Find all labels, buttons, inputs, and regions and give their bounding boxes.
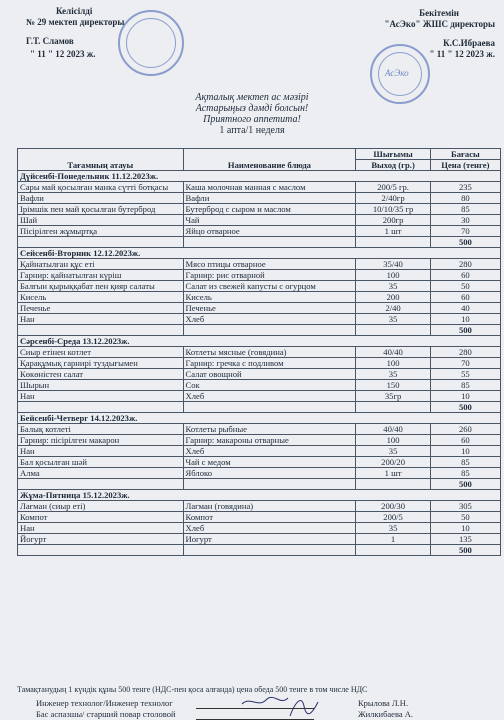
dish-name-ru: Гарнир: макароны отварные bbox=[183, 435, 356, 446]
table-row bbox=[18, 303, 501, 314]
yield-cell: 1 шт bbox=[356, 226, 430, 237]
dish-name-kz: Нан bbox=[18, 446, 184, 457]
yield-cell: 35гр bbox=[356, 391, 430, 402]
price-cell: 60 bbox=[430, 435, 500, 446]
dish-name-kz: Нан bbox=[18, 391, 184, 402]
price-cell: 60 bbox=[430, 292, 500, 303]
col-header-price-kz: Бағасы bbox=[430, 149, 500, 160]
agreed-label: Келісілді bbox=[56, 6, 93, 16]
dish-name-ru: Хлеб bbox=[183, 391, 356, 402]
price-cell: 50 bbox=[430, 512, 500, 523]
greeting-ru: Приятного аппетита! bbox=[203, 114, 301, 125]
yield-cell: 100 bbox=[356, 358, 430, 369]
table-row bbox=[18, 259, 501, 270]
table-row bbox=[18, 347, 501, 358]
approval-date-left: " 11 " 12 2023 ж. bbox=[30, 49, 96, 59]
yield-cell: 200/30 bbox=[356, 501, 430, 512]
price-cell: 30 bbox=[430, 215, 500, 226]
col-header-yield-kz: Шығымы bbox=[356, 149, 430, 160]
dish-name-kz: Пісірілген жұмыртқа bbox=[18, 226, 184, 237]
yield-cell: 40/40 bbox=[356, 347, 430, 358]
table-row bbox=[18, 369, 501, 380]
day-title: Сейсенбі-Вторник 12.12.2023ж. bbox=[18, 248, 501, 259]
yield-cell: 200/5 гр. bbox=[356, 182, 430, 193]
price-cell: 235 bbox=[430, 182, 500, 193]
handwritten-signatures bbox=[240, 694, 320, 720]
company-director-label: "АсЭко" ЖШС директоры bbox=[384, 19, 495, 29]
day-title: Дүйсенбі-Понедельник 11.12.2023ж. bbox=[18, 171, 501, 182]
dish-name-kz: Вафли bbox=[18, 193, 184, 204]
empty-cell bbox=[18, 402, 184, 413]
table-row bbox=[18, 292, 501, 303]
day-total-row bbox=[18, 402, 501, 413]
dish-name-ru: Яблоко bbox=[183, 468, 356, 479]
dish-name-kz: Кисель bbox=[18, 292, 184, 303]
dish-name-kz: Шырын bbox=[18, 380, 184, 391]
table-row bbox=[18, 457, 501, 468]
table-row bbox=[18, 314, 501, 325]
dish-name-ru: Бутерброд с сыром и маслом bbox=[183, 204, 356, 215]
dish-name-ru: Сок bbox=[183, 380, 356, 391]
dish-name-kz: Нан bbox=[18, 314, 184, 325]
dish-name-kz: Көкөністен салат bbox=[18, 369, 184, 380]
price-cell: 85 bbox=[430, 204, 500, 215]
day-title: Сәрсенбі-Среда 13.12.2023ж. bbox=[18, 336, 501, 347]
empty-cell bbox=[356, 237, 430, 248]
col-header-ru: Наименование блюда bbox=[183, 149, 356, 171]
price-cell: 55 bbox=[430, 369, 500, 380]
day-total-row bbox=[18, 237, 501, 248]
dish-name-ru: Салат овощной bbox=[183, 369, 356, 380]
yield-cell: 35 bbox=[356, 281, 430, 292]
greeting-kz: Астарыңыз дәмді болсын! bbox=[195, 103, 309, 114]
empty-cell bbox=[183, 325, 356, 336]
day-header-row bbox=[18, 413, 501, 424]
dish-name-ru: Компот bbox=[183, 512, 356, 523]
dish-name-kz: Лағман (сиыр еті) bbox=[18, 501, 184, 512]
dish-name-ru: Иогурт bbox=[183, 534, 356, 545]
yield-cell: 35/40 bbox=[356, 259, 430, 270]
yield-cell: 200 bbox=[356, 292, 430, 303]
price-cell: 70 bbox=[430, 358, 500, 369]
table-row bbox=[18, 523, 501, 534]
empty-cell bbox=[356, 479, 430, 490]
yield-cell: 2/40 bbox=[356, 303, 430, 314]
dish-name-kz: Алма bbox=[18, 468, 184, 479]
school-seal bbox=[118, 10, 184, 76]
day-total-row bbox=[18, 479, 501, 490]
yield-cell: 200/5 bbox=[356, 512, 430, 523]
price-note: Тамақтанудың 1 күндік құны 500 тенге (НДС-пен қоса алғанда) цена обеда 500 тенге в том числе НДС bbox=[17, 685, 368, 694]
week-label: 1 апта/1 неделя bbox=[219, 125, 285, 136]
day-header-row bbox=[18, 336, 501, 347]
dish-name-kz: Балғын қырыққабат пен қияр салаты bbox=[18, 281, 184, 292]
signature-role-2: Бас аспазшы/ старший повар столовой bbox=[36, 709, 176, 719]
day-total: 500 bbox=[430, 479, 500, 490]
dish-name-ru: Гарнир: рис отварной bbox=[183, 270, 356, 281]
dish-name-ru: Кисель bbox=[183, 292, 356, 303]
table-row bbox=[18, 204, 501, 215]
col-header-yield-ru: Выход (гр.) bbox=[356, 160, 430, 171]
empty-cell bbox=[18, 479, 184, 490]
price-cell: 280 bbox=[430, 259, 500, 270]
yield-cell: 200гр bbox=[356, 215, 430, 226]
dish-name-kz: Шай bbox=[18, 215, 184, 226]
price-cell: 85 bbox=[430, 380, 500, 391]
yield-cell: 35 bbox=[356, 314, 430, 325]
dish-name-kz: Балық котлеті bbox=[18, 424, 184, 435]
empty-cell bbox=[18, 325, 184, 336]
dish-name-ru: Чай bbox=[183, 215, 356, 226]
table-header-row bbox=[18, 149, 501, 160]
table-row bbox=[18, 270, 501, 281]
signature-role-1: Инженер технолог/Инженер технолог bbox=[36, 698, 173, 708]
dish-name-kz: Йогурт bbox=[18, 534, 184, 545]
school-director-label: № 29 мектеп директоры bbox=[26, 17, 125, 27]
dish-name-kz: Сары май қосылған манка сүтті ботқасы bbox=[18, 182, 184, 193]
table-row bbox=[18, 380, 501, 391]
yield-cell: 10/10/35 гр bbox=[356, 204, 430, 215]
yield-cell: 1 bbox=[356, 534, 430, 545]
day-title: Бейсенбі-Четверг 14.12.2023ж. bbox=[18, 413, 501, 424]
empty-cell bbox=[183, 402, 356, 413]
price-cell: 260 bbox=[430, 424, 500, 435]
dish-name-kz: Нан bbox=[18, 523, 184, 534]
signature-name-2: Жилкибаева А. bbox=[358, 709, 414, 719]
price-cell: 10 bbox=[430, 446, 500, 457]
table-row bbox=[18, 226, 501, 237]
table-row bbox=[18, 534, 501, 545]
dish-name-ru: Гарнир: гречка с подливом bbox=[183, 358, 356, 369]
price-cell: 40 bbox=[430, 303, 500, 314]
day-title: Жұма-Пятница 15.12.2023ж. bbox=[18, 490, 501, 501]
table-row bbox=[18, 193, 501, 204]
approve-label: Бекітемін bbox=[419, 8, 459, 18]
price-cell: 60 bbox=[430, 270, 500, 281]
day-header-row bbox=[18, 490, 501, 501]
menu-title-kz: Ақталық мектеп ас мәзірі bbox=[195, 92, 309, 103]
dish-name-ru: Салат из свежей капусты с огурцом bbox=[183, 281, 356, 292]
table-row bbox=[18, 512, 501, 523]
dish-name-kz: Қайнатылған құс еті bbox=[18, 259, 184, 270]
yield-cell: 150 bbox=[356, 380, 430, 391]
price-cell: 10 bbox=[430, 391, 500, 402]
col-header-kz: Тағамның атауы bbox=[18, 149, 184, 171]
price-cell: 85 bbox=[430, 468, 500, 479]
company-seal-text: АсЭко bbox=[385, 68, 409, 78]
empty-cell bbox=[356, 325, 430, 336]
dish-name-ru: Чай с медом bbox=[183, 457, 356, 468]
yield-cell: 35 bbox=[356, 523, 430, 534]
signature-name-1: Крылова Л.Н. bbox=[358, 698, 409, 708]
empty-cell bbox=[18, 545, 184, 556]
col-header-price-ru: Цена (тенге) bbox=[430, 160, 500, 171]
table-row bbox=[18, 391, 501, 402]
yield-cell: 100 bbox=[356, 435, 430, 446]
day-total: 500 bbox=[430, 402, 500, 413]
price-cell: 280 bbox=[430, 347, 500, 358]
yield-cell: 40/40 bbox=[356, 424, 430, 435]
dish-name-kz: Компот bbox=[18, 512, 184, 523]
empty-cell bbox=[183, 479, 356, 490]
day-total: 500 bbox=[430, 237, 500, 248]
dish-name-ru: Хлеб bbox=[183, 446, 356, 457]
empty-cell bbox=[183, 545, 356, 556]
price-cell: 80 bbox=[430, 193, 500, 204]
yield-cell: 200/20 bbox=[356, 457, 430, 468]
dish-name-ru: Яйцо отварное bbox=[183, 226, 356, 237]
dish-name-kz: Печенье bbox=[18, 303, 184, 314]
table-row bbox=[18, 435, 501, 446]
dish-name-ru: Хлеб bbox=[183, 523, 356, 534]
dish-name-ru: Печенье bbox=[183, 303, 356, 314]
day-header-row bbox=[18, 171, 501, 182]
price-cell: 10 bbox=[430, 314, 500, 325]
dish-name-kz: Гарнир: қайнатылған күріш bbox=[18, 270, 184, 281]
day-total: 500 bbox=[430, 325, 500, 336]
day-total-row bbox=[18, 545, 501, 556]
dish-name-kz: Гарнир: пісірілген макарон bbox=[18, 435, 184, 446]
dish-name-ru: Хлеб bbox=[183, 314, 356, 325]
table-row bbox=[18, 501, 501, 512]
dish-name-ru: Мясо птицы отварное bbox=[183, 259, 356, 270]
dish-name-kz: Бал қосылған шәй bbox=[18, 457, 184, 468]
table-row bbox=[18, 215, 501, 226]
dish-name-ru: Лагман (говядина) bbox=[183, 501, 356, 512]
table-row bbox=[18, 281, 501, 292]
table-row bbox=[18, 468, 501, 479]
empty-cell bbox=[183, 237, 356, 248]
dish-name-ru: Каша молочная манная с маслом bbox=[183, 182, 356, 193]
yield-cell: 100 bbox=[356, 270, 430, 281]
price-cell: 85 bbox=[430, 457, 500, 468]
empty-cell bbox=[18, 237, 184, 248]
table-row bbox=[18, 358, 501, 369]
yield-cell: 2/40гр bbox=[356, 193, 430, 204]
yield-cell: 35 bbox=[356, 369, 430, 380]
table-row bbox=[18, 424, 501, 435]
day-header-row bbox=[18, 248, 501, 259]
table-row bbox=[18, 446, 501, 457]
dish-name-ru: Вафли bbox=[183, 193, 356, 204]
dish-name-kz: Ірімшік пен май қосылған бутерброд bbox=[18, 204, 184, 215]
table-row bbox=[18, 182, 501, 193]
price-cell: 135 bbox=[430, 534, 500, 545]
director-name: Г.Т. Сламов bbox=[26, 36, 74, 46]
day-total-row bbox=[18, 325, 501, 336]
price-cell: 305 bbox=[430, 501, 500, 512]
price-cell: 70 bbox=[430, 226, 500, 237]
yield-cell: 1 шт bbox=[356, 468, 430, 479]
day-total: 500 bbox=[430, 545, 500, 556]
approval-date-right: " 11 " 12 2023 ж. bbox=[429, 49, 495, 59]
menu-table bbox=[17, 148, 501, 556]
dish-name-ru: Котлеты рыбные bbox=[183, 424, 356, 435]
empty-cell bbox=[356, 545, 430, 556]
empty-cell bbox=[356, 402, 430, 413]
dish-name-kz: Қарақұмық гарнирі туздығымен bbox=[18, 358, 184, 369]
company-director-name: К.С.Ибраева bbox=[443, 38, 495, 48]
yield-cell: 35 bbox=[356, 446, 430, 457]
price-cell: 10 bbox=[430, 523, 500, 534]
price-cell: 50 bbox=[430, 281, 500, 292]
dish-name-ru: Котлеты мясные (говядина) bbox=[183, 347, 356, 358]
dish-name-kz: Сиыр етінен котлет bbox=[18, 347, 184, 358]
